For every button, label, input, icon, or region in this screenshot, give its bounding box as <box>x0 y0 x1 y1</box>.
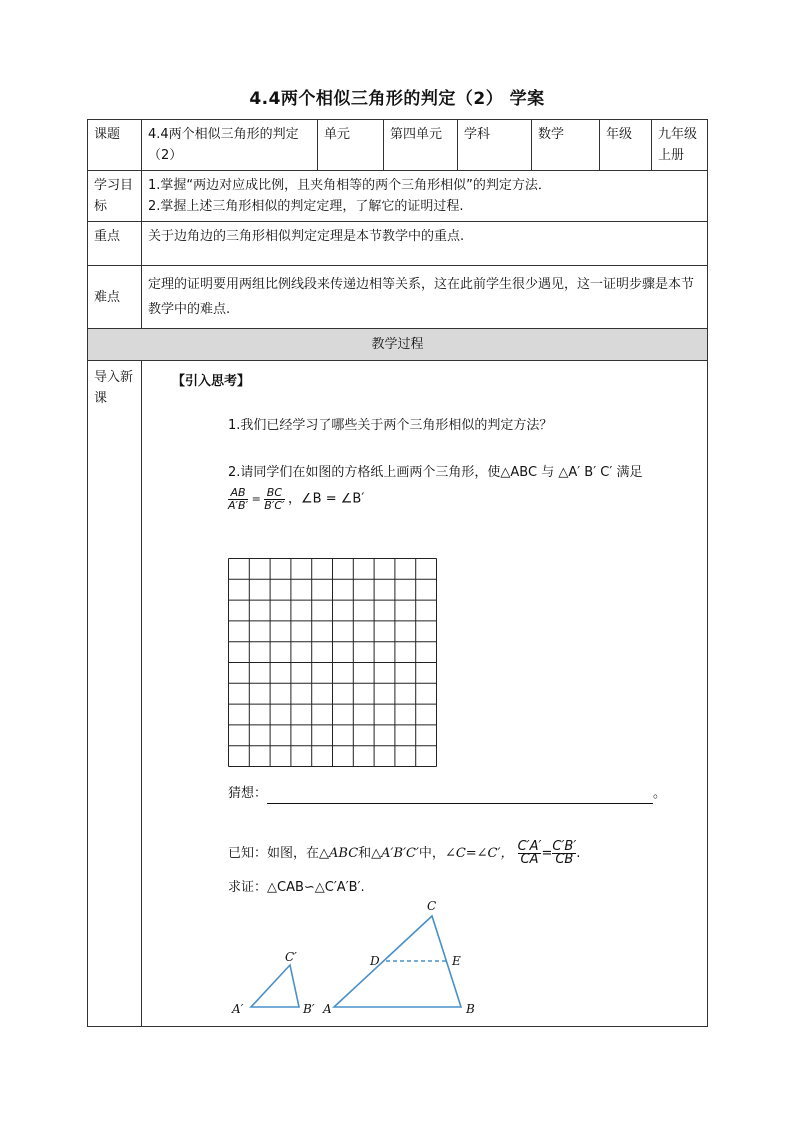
difficulty-label: 难点 <box>88 266 142 329</box>
subject-value: 数学 <box>532 120 600 171</box>
svg-text:C′: C′ <box>285 950 297 964</box>
process-header: 教学过程 <box>88 329 708 361</box>
section-title: 【引入思考】 <box>172 374 251 389</box>
goal-item: 2.掌握上述三角形相似的判定定理，了解它的证明过程. <box>148 199 464 214</box>
unit-label: 单元 <box>318 120 384 171</box>
grade-value: 九年级上册 <box>652 120 708 171</box>
fraction-bc: $\frac{BC}{B'C'}$ <box>264 486 285 512</box>
question-2: 2.请同学们在如图的方格纸上画两个三角形，使△ABC 与 △A′ B′ C′ 满足 <box>228 465 643 480</box>
page-title: 4.4两个相似三角形的判定（2） 学案 <box>249 89 545 109</box>
lesson-plan-table <box>87 119 708 1027</box>
svg-text:A: A <box>323 1002 332 1016</box>
svg-text:B: B <box>466 1002 475 1016</box>
grade-label: 年级 <box>600 120 652 171</box>
small-triangle <box>251 965 299 1007</box>
topic-value: 4.4两个相似三角形的判定（2） <box>142 120 318 171</box>
svg-text:C: C <box>427 899 437 913</box>
key-point-label: 重点 <box>88 222 142 266</box>
goals-content <box>142 171 708 222</box>
intro-label: 导入新课 <box>88 361 142 1027</box>
fraction-cb: $\frac{C'B'}{CB}$ <box>552 839 577 867</box>
guess-blank[interactable] <box>267 789 653 804</box>
svg-text:E: E <box>452 954 461 968</box>
subject-label: 学科 <box>458 120 532 171</box>
prove-statement: 求证：△CAB∽△C′A′B′. <box>228 880 365 895</box>
difficulty-text: 定理的证明要用两组比例线段来传递边相等关系，这在此前学生很少遇见，这一证明步骤是本节教学中的难点. <box>142 266 708 329</box>
fraction-ab: $\frac{AB}{A'B'}$ <box>228 486 249 512</box>
question-1: 1.我们已经学习了哪些关于两个三角形相似的判定方法？ <box>228 418 553 433</box>
goals-label: 学习目标 <box>88 171 142 222</box>
unit-value: 第四单元 <box>384 120 458 171</box>
svg-text:A′: A′ <box>232 1002 244 1016</box>
condition-formula: $\frac{AB}{A'B'}$ = $\frac{BC}{B'C'}$ ，∠B = ∠B′ <box>228 486 365 512</box>
guess-line: 猜想： 。 <box>228 783 666 804</box>
angle-condition: ，∠B = ∠B′ <box>288 491 365 507</box>
svg-text:D: D <box>370 954 380 968</box>
known-statement: 已知：如图，在△ABC和△A′B′C′中，∠C=∠C′， $\frac{C'A'}{CA}$ = $\frac{C'B'}{CB}$ . <box>228 839 581 867</box>
square-grid-paper[interactable] <box>228 558 437 767</box>
goal-item: 1.掌握“两边对应成比例，且夹角相等的两个三角形相似”的判定方法． <box>148 178 551 193</box>
intro-content <box>142 361 708 1027</box>
triangles-figure <box>222 899 522 1024</box>
large-triangle <box>334 916 461 1007</box>
key-point-text: 关于边角边的三角形相似判定定理是本节教学中的重点. <box>142 222 708 266</box>
topic-label: 课题 <box>88 120 142 171</box>
fraction-ca: $\frac{C'A'}{CA}$ <box>517 839 542 867</box>
guess-label: 猜想： <box>228 786 268 801</box>
svg-text:B′: B′ <box>303 1002 315 1016</box>
